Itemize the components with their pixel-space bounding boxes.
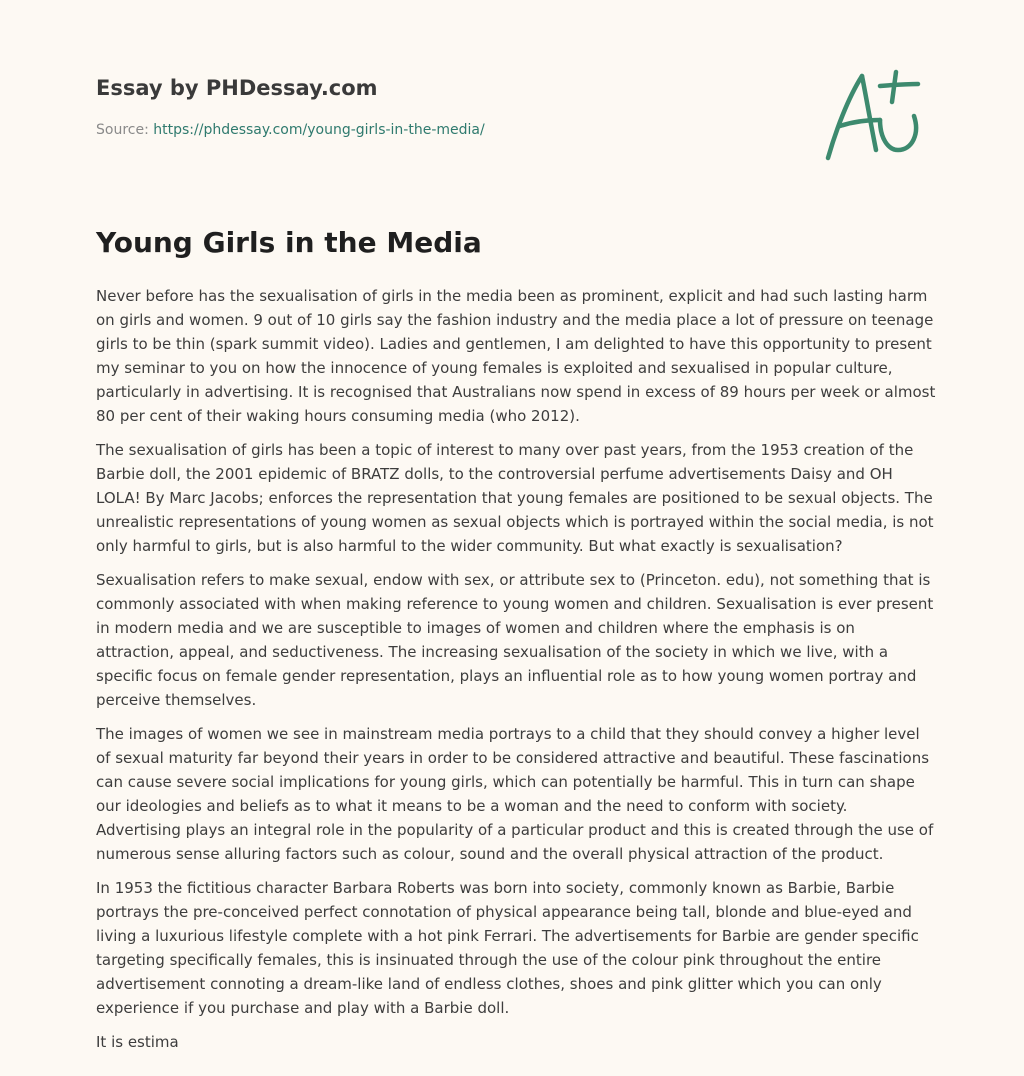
essay-paragraph: The sexualisation of girls has been a topic of interest to many over past years, from the 1953 creation of the Barbie doll, the 2001 epidemic of BRATZ dolls, to the controversial perfume advertisements Daisy and OH LOLA! By Marc Jacobs; enforces the representation that young females are positioned to be sexual objects. The unrealistic representations of young women as sexual objects which is portrayed within the social media, is not only harmful to girls, but is also harmful to the wider community. But what exactly is sexualisation? (96, 441, 934, 555)
essay-paragraph-truncated: It is estima (96, 1033, 179, 1051)
essay-paragraph: The images of women we see in mainstream media portrays to a child that they should convey a higher level of sexual maturity far beyond their years in order to be considered attractive and beautiful. These fascinations can cause severe social implications for young girls, which can potentially be harmful. This in turn can shape our ideologies and beliefs as to what it means to be a woman and the need to conform with society. Advertising plays an integral role in the popularity of a particular product and this is created through the use of numerous sense alluring factors such as colour, sound and the overall physical attraction of the product. (96, 725, 934, 863)
a-plus-grade-icon (822, 68, 928, 164)
source-link[interactable]: https://phdessay.com/young-girls-in-the-media/ (153, 122, 485, 138)
brand-title: Essay by PHDessay.com (96, 76, 378, 100)
essay-title: Young Girls in the Media (96, 226, 482, 259)
source-line (96, 122, 485, 138)
essay-paragraph: Sexualisation refers to make sexual, endow with sex, or attribute sex to (Princeton. edu), not something that is commonly associated with when making reference to young women and children. Sexualisation is ever present in modern media and we are susceptible to images of women and children where the emphasis is on attraction, appeal, and seductiveness. The increasing sexualisation of the society in which we live, with a specific focus on female gender representation, plays an influential role as to how young women portray and perceive themselves. (96, 571, 934, 709)
essay-paragraph: In 1953 the fictitious character Barbara Roberts was born into society, commonly known as Barbie, Barbie portrays the pre-conceived perfect connotation of physical appearance being tall, blonde and blue-eyed and living a luxurious lifestyle complete with a hot pink Ferrari. The advertisements for Barbie are gender specific targeting specifically females, this is insinuated through the use of the colour pink throughout the entire advertisement connoting a dream-like land of endless clothes, shoes and pink glitter which you can only experience if you purchase and play with a Barbie doll. (96, 879, 919, 1017)
page-header (96, 76, 485, 138)
essay-paragraph: Never before has the sexualisation of girls in the media been as prominent, explicit and had such lasting harm on girls and women. 9 out of 10 girls say the fashion industry and the media place a lot of pressure on teenage girls to be thin (spark summit video). Ladies and gentlemen, I am delighted to have this opportunity to present my seminar to you on how the innocence of young females is exploited and sexualised in popular culture, particularly in advertising. It is recognised that Australians now spend in excess of 89 hours per week or almost 80 per cent of their waking hours consuming media (who 2012). (96, 287, 936, 425)
essay-body (96, 284, 936, 1064)
source-label: Source: (96, 122, 149, 138)
